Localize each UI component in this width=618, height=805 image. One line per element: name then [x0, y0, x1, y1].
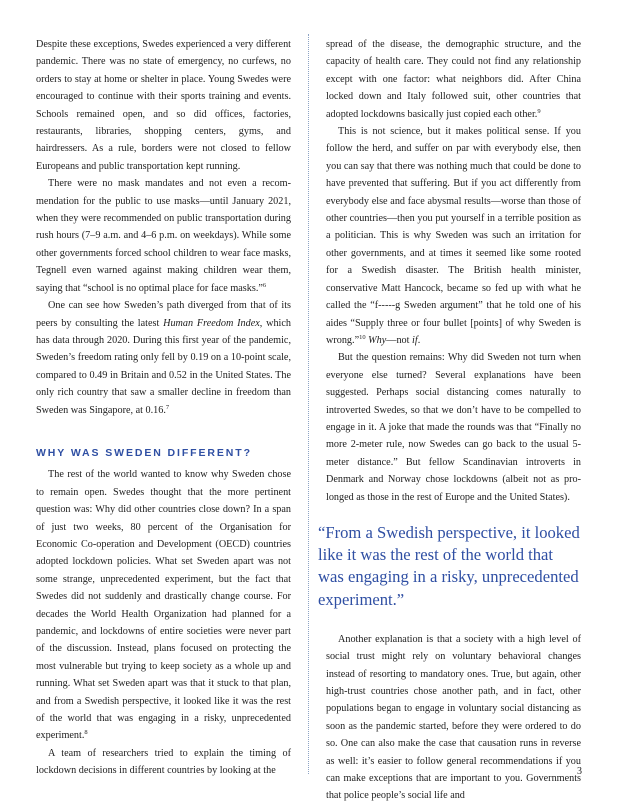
paragraph: spread of the disease, the demographic structure, and the capacity of health care. They could not find any relationship except with one factor: what neighbors did. After China locked down and Italy followed suit, other countries that adopted lockdowns basically just copied each other.$^9$	[326, 39, 581, 120]
footnote-ref: 10	[359, 333, 366, 341]
paragraph: This is not science, but it makes political sense. If you follow the herd, and suffer on par with everybody else, then you can say that there was nothing much that could be done to have prevented that suffering. But if you act differently from everybody else and face abysmal results—worse than those of other countries—then you put yourself in a terrible position as a politician. This is why Sweden was such an irritation for other governments, and at times it seemed like some rooted for a Swedish disaster. The British health minister, conservative Matt Hancock, became so fed up with what he called the “f-----g Sweden argument” that he told one of his aides “Supply three or four bullet [points] of why Sweden is wrong.”$^{10}$ Why—not if.	[326, 126, 581, 346]
paragraph: There were no mask mandates and not even a recommendation for the public to use masks—until January 2021, when they were recommended on public transportation during rush hours (7–9 a.m. and 4–6 p.m. on weekdays). While some other governments forced school children to wear face masks, Tegnell even warned against making children wear them, saying that “school is no optimal place for face masks.”$^6$	[36, 178, 291, 294]
paragraph: The rest of the world wanted to know why Sweden chose to remain open. Swedes thought that the more pertinent question was: Why did other countries close down? In a span of just two weeks, 80 percent of the Organisation for Economic Co-operation and Development (OECD) countries adopted lockdown policies. What set Sweden apart was not some strange, unprecedented experiment, but the fact that Swedes did not suddenly and drastically change course. For decades the World Health Organization had planned for a pandemic, and lockdowns of entire societies were never part of the discussion. Instead, plans focused on protecting the most vulnerable but trying to keep society as a whole up and running. What set Sweden apart was that it stuck to that plan, and from a Swedish perspective, it looked like it was the rest of the world that was engaging in a risky, unprecedented experiment.$^8$	[36, 469, 291, 742]
paragraph: Despite these exceptions, Swedes experienced a very different pandemic. There was no state of emergency, no curfews, no orders to stay at home or shelter in place. Young Swedes were encouraged to continue with their sports training and events. Schools remained open, and so did offices, factories, restaurants, libraries, shopping centers, gyms, and hairdressers. As a rule, borders were not closed to fellow Europeans and public transportation kept running.	[36, 39, 291, 172]
paragraph: But the question remains: Why did Sweden not turn when everyone else turned? Several explanations have been suggested. Perhaps social distancing comes naturally to introverted Swedes, so that we don’t have to be compelled to engage in it. A joke that made the rounds was that “Finally no more 2-meter rule, now Swedes can go back to the usual 5-meter distance.” But fellow Scandinavian introverts in Denmark and Norway chose lockdowns (albeit not as prolonged as those in the rest of Europe and the United States).	[326, 352, 581, 503]
page-number: 3	[577, 766, 582, 777]
index-title: Human Freedom Index	[163, 317, 260, 329]
column-divider	[308, 34, 309, 774]
right-column	[318, 36, 581, 805]
left-column	[36, 36, 291, 780]
footnote-ref: 9	[537, 107, 541, 115]
paragraph: Another explanation is that a society with a high level of social trust might rely on voluntary behavioral changes instead of resorting to mandatory ones. True, but again, other high-trust countries chose another path, and in fact, other populations began to engage in voluntary social distancing as soon as the pandemic started, before they were ordered to do so. One can also make the case that causation runs in reverse as well: it’s easier to follow general recommendations if you can make exceptions that are important to you. Governments that police people’s social life and	[326, 633, 581, 802]
paragraph: One can see how Sweden’s path diverged from that of its peers by consulting the latest Human Freedom Index, which has data through 2020. During this first year of the pandemic, Sweden’s freedom rating only fell by 0.19 on a 10-point scale, compared to 0.49 in Britain and 0.52 in the United States. The only rich country that saw a smaller decline in freedom than Sweden was Singapore, at 0.16.$^7$	[36, 300, 291, 416]
footnote-ref: 6	[262, 281, 267, 289]
section-heading: WHY WAS SWEDEN DIFFERENT?	[36, 446, 252, 459]
pull-quote: “From a Swedish perspective, it looked like it was the rest of the world that was engaging in a risky, unprecedented experiment.”	[318, 522, 580, 609]
paragraph: A team of researchers tried to explain the timing of lockdown decisions in different countries by looking at the	[36, 747, 291, 777]
footnote-ref: 7	[165, 403, 170, 411]
footnote-ref: 8	[84, 729, 88, 737]
